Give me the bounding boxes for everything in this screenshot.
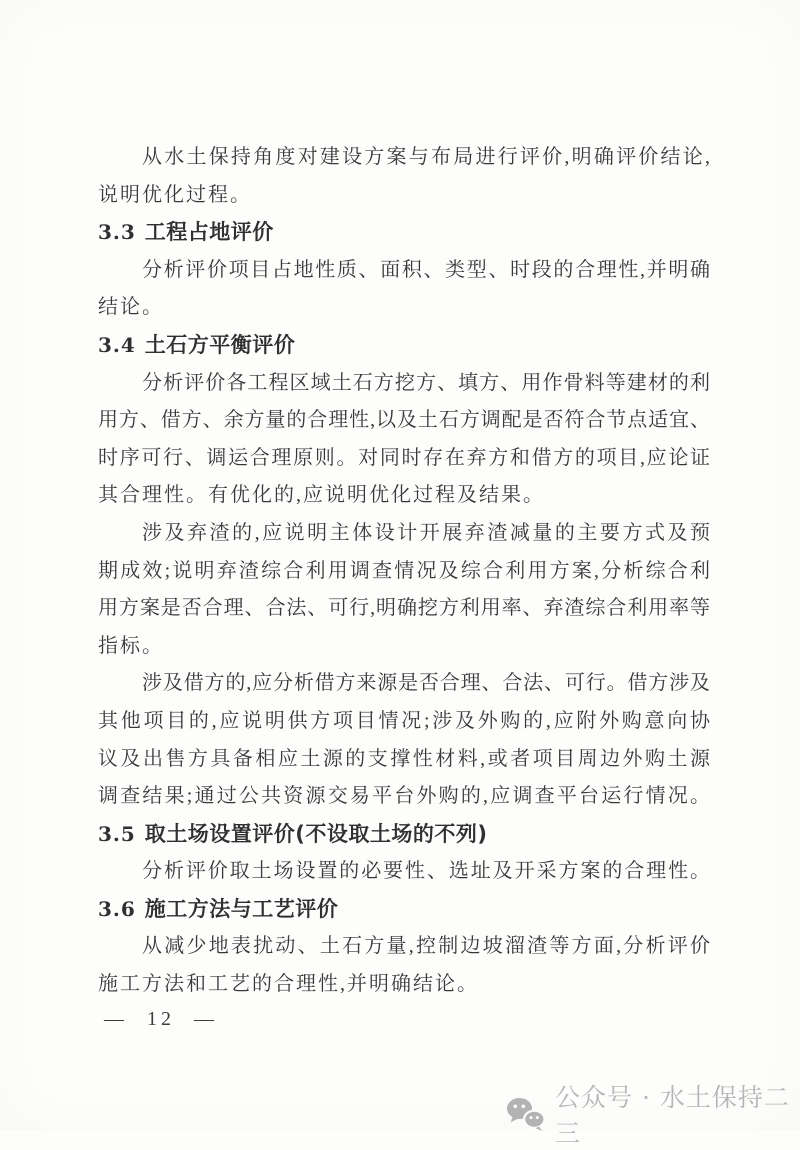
text-line: 时序可行、调运合理原则。对同时存在弃方和借方的项目,应论证: [98, 446, 710, 469]
section-title: 施工方法与工艺评价: [144, 896, 339, 921]
section-number: 3.4: [98, 332, 136, 357]
section-number: 3.6: [98, 896, 136, 921]
text-line: 其他项目的,应说明供方项目情况;涉及外购的,应附外购意向协: [98, 709, 710, 732]
section-heading: [98, 891, 710, 929]
section-number: 3.5: [98, 821, 136, 846]
text-line: 从减少地表扰动、土石方量,控制边坡溜渣等方面,分析评价: [142, 935, 710, 958]
text-line: 其合理性。有优化的,应说明优化过程及结果。: [98, 484, 545, 507]
section-number: 3.3: [98, 220, 136, 245]
text-line: 分析评价项目占地性质、面积、类型、时段的合理性,并明确: [142, 258, 710, 281]
section-title: 取土场设置评价(不设取土场的不列): [144, 821, 488, 846]
text-line: 结论。: [98, 296, 164, 319]
text-line: 施工方法和工艺的合理性,并明确结论。: [98, 973, 479, 996]
text-line: 涉及弃渣的,应说明主体设计开展弃渣减量的主要方式及预: [142, 521, 710, 544]
text-line: 分析评价各工程区域土石方挖方、填方、用作骨料等建材的利: [142, 371, 710, 394]
wechat-icon: [506, 1097, 546, 1131]
section-heading: [98, 327, 710, 365]
watermark-text: 公众号 · 水土保持二三: [555, 1083, 790, 1148]
text-line: 说明优化过程。: [98, 183, 252, 206]
watermark: [506, 1078, 800, 1150]
section-heading: [98, 816, 710, 854]
text-line: 调查结果;通过公共资源交易平台外购的,应调查平台运行情况。: [98, 785, 710, 808]
text-line: 分析评价取土场设置的必要性、选址及开采方案的合理性。: [142, 860, 710, 883]
text-line: 议及出售方具备相应土源的支撑性材料,或者项目周边外购土源: [98, 747, 710, 770]
text-line: 从水土保持角度对建设方案与布局进行评价,明确评价结论,: [142, 146, 710, 168]
text-line: 指标。: [98, 634, 164, 657]
page-number: — 12 —: [104, 1008, 218, 1030]
text-line: 涉及借方的,应分析借方来源是否合理、合法、可行。借方涉及: [142, 672, 710, 695]
text-line: 用方、借方、余方量的合理性,以及土石方调配是否符合节点适宜、: [98, 409, 710, 432]
document-body: [98, 139, 710, 1004]
text-line: 用方案是否合理、合法、可行,明确挖方利用率、弃渣综合利用率等: [98, 597, 710, 620]
text-line: 期成效;说明弃渣综合利用调查情况及综合利用方案,分析综合利: [98, 559, 710, 582]
section-title: 土石方平衡评价: [144, 332, 296, 357]
section-title: 工程占地评价: [144, 220, 274, 245]
section-heading: [98, 214, 710, 252]
